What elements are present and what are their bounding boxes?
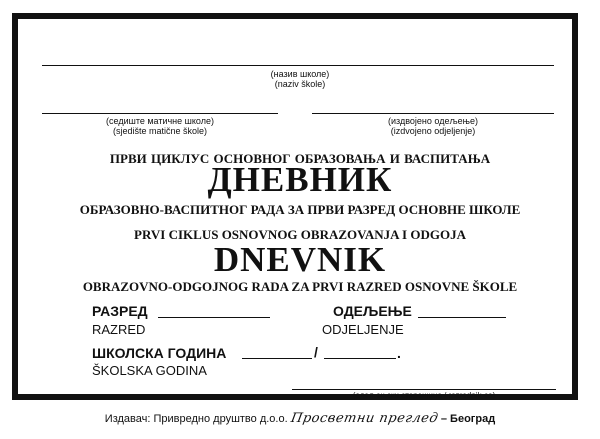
grade-label-lat: RAZRED xyxy=(92,322,146,337)
publisher-signature: Просветни преглед xyxy=(289,411,440,426)
diary-title-lat: DNEVNIK xyxy=(213,240,387,279)
school-year-period: . xyxy=(397,345,401,361)
school-name-caption-cyr: (назив школе) xyxy=(270,69,330,79)
school-name-caption-lat: (naziv škole) xyxy=(274,79,326,89)
school-seat-line[interactable] xyxy=(42,113,278,114)
class-label-cyr: ОДЕЉЕЊЕ xyxy=(333,303,412,319)
school-year-label-lat: ŠKOLSKA GODINA xyxy=(92,363,207,378)
school-seat-caption-lat: (sjedište matične škole) xyxy=(112,126,208,136)
teacher-signature-line[interactable] xyxy=(292,389,556,390)
grade-label-cyr: РАЗРЕД xyxy=(92,303,148,319)
school-seat-caption-cyr: (седиште матичне школе) xyxy=(106,116,214,126)
school-year-label-cyr: ШКОЛСКА ГОДИНА xyxy=(92,345,227,361)
cycle-heading-lat: PRVI CIKLUS OSNOVNOG OBRAZOVANJA I ODGOJA xyxy=(134,227,466,242)
school-name-line[interactable] xyxy=(42,65,554,66)
class-label-lat: ODJELJENJE xyxy=(322,322,404,337)
teacher-caption: (одељењски старешина / razrednik-ca) xyxy=(352,391,496,400)
diary-subtitle-cyr: ОБРАЗОВНО-ВАСПИТНОГ РАДА ЗА ПРВИ РАЗРЕД ОСНОВНЕ ШКОЛЕ xyxy=(79,202,521,217)
school-year-separator: / xyxy=(314,344,318,360)
publisher-footer xyxy=(0,411,600,426)
branch-caption-lat: (izdvojeno odjeljenje) xyxy=(390,126,476,136)
grade-input-line[interactable] xyxy=(158,317,270,318)
publisher-text: Издавач: Привредно друштво д.о.о. xyxy=(104,413,288,425)
branch-caption-cyr: (издвојено одељење) xyxy=(388,116,478,126)
branch-line[interactable] xyxy=(312,113,554,114)
cycle-heading-cyr: ПРВИ ЦИКЛУС ОСНОВНОГ ОБРАЗОВАЊА И ВАСПИТАЊА xyxy=(109,151,491,166)
publisher-city: – Београд xyxy=(440,413,496,425)
school-year-end-line[interactable] xyxy=(324,358,396,359)
class-input-line[interactable] xyxy=(418,317,506,318)
school-year-start-line[interactable] xyxy=(242,358,312,359)
diary-title-cyr: ДНЕВНИК xyxy=(207,160,393,199)
diary-subtitle-lat: OBRAZOVNO-ODGOJNOG RADA ZA PRVI RAZRED OSNOVNE ŠKOLE xyxy=(82,279,518,294)
